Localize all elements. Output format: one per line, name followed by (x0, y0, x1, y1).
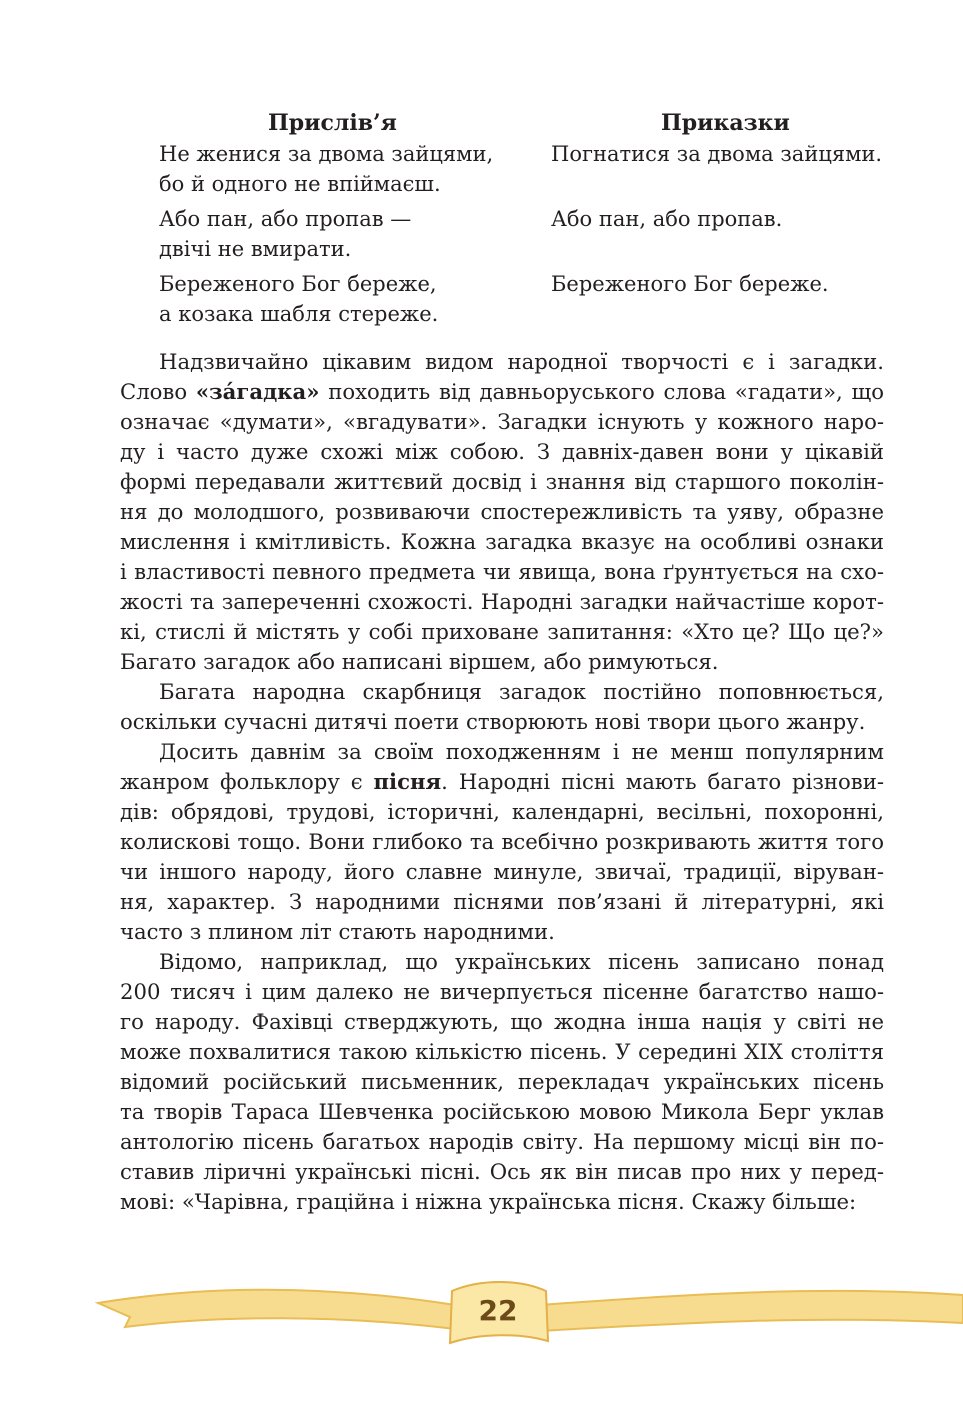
text-line: Багата народна скарбниця загадок постійно поповнюється, (159, 679, 884, 704)
text-line: і властивості певного предмета чи явища, вона ґрунтується на схо- (120, 559, 884, 584)
text-line (120, 377, 884, 407)
text-line: го народу. Фахівці стверджують, що жодна інша нація у світі не (120, 1009, 884, 1034)
text-line: ня до молодшого, розвиваючи спостережливість та уяву, образне (120, 499, 884, 524)
text-line: означає «думати», «вгадувати». Загадки існують у кожного наро- (120, 409, 884, 434)
sayings-heading: Приказки (661, 110, 790, 136)
text-line: часто з плином літ стають народними. (120, 919, 555, 944)
paragraph (120, 347, 884, 677)
text-line: ду і часто дуже схожі між собою. З давніх-давен вони у цікавій (120, 439, 884, 464)
text-line: дів: обрядові, трудові, історичні, календарні, весільні, похоронні, (120, 799, 884, 824)
text-line: Відомо, наприклад, що українських пісень записано понад (159, 949, 884, 974)
saying-2: Або пан, або пропав. (551, 207, 783, 231)
proverb-3-line-2: а козака шабля стереже. (159, 302, 439, 326)
text-line: Багато загадок або написані віршем, або римуються. (120, 649, 719, 674)
text-line: та творів Тараса Шевченка російською мовою Микола Берг уклав (120, 1099, 884, 1124)
text-line: Надзвичайно цікавим видом народної творчості є і загадки. (159, 349, 884, 374)
text-line (120, 767, 884, 797)
text-line: антологію пісень багатьох народів світу. На першому місці він по- (120, 1129, 884, 1154)
text-line: чи іншого народу, його славне минуле, звичаї, традиції, віруван- (120, 859, 884, 884)
text-run: . Народні пісні мають багато різнови- (441, 769, 885, 794)
text-run: жанром фольклору є (120, 769, 374, 794)
text-line: відомий російський письменник, перекладач українських пісень (120, 1069, 884, 1094)
proverbs-heading: Прислів’я (268, 110, 397, 136)
text-line: ня, характер. З народними піснями пов’язані й літературні, які (120, 889, 884, 914)
text-line: може похвалитися такою кількістю пісень. У середині XIX століття (120, 1039, 884, 1064)
text-line: кі, стислі й містять у собі приховане запитання: «Хто це? Що це?» (120, 619, 884, 644)
text-line: жості та запереченні схожості. Народні загадки найчастіше корот- (120, 589, 884, 614)
paragraph (120, 677, 884, 737)
proverb-2-line-2: двічі не вмирати. (159, 237, 352, 261)
bold-term: пісня (373, 769, 442, 794)
page-number: 22 (478, 1294, 518, 1327)
proverb-1-line-2: бо й одного не впіймаєш. (159, 172, 441, 196)
proverb-1-line-1: Не женися за двома зайцями, (159, 142, 494, 166)
text-line: оскільки сучасні дитячі поети створюють нові твори цього жанру. (120, 709, 866, 734)
text-line: мислення і кмітливість. Кожна загадка вказує на особливі ознаки (120, 529, 884, 554)
proverb-2-line-1: Або пан, або пропав — (159, 207, 412, 231)
bold-term: «зáгадка» (195, 379, 320, 404)
text-line: мові: «Чарівна, граційна і ніжна українська пісня. Скажу більше: (120, 1189, 857, 1214)
text-run: походить від давньоруського слова «гадати», що (319, 379, 884, 404)
text-line: ставив ліричні українські пісні. Ось як він писав про них у перед- (120, 1159, 884, 1184)
text-line: 200 тисяч і цим далеко не вичерпується пісенне багатство нашо- (120, 979, 884, 1004)
text-run: Слово (120, 379, 196, 404)
text-line: формі передавали життєвий досвід і знання від старшого поколін- (120, 469, 884, 494)
body-text (120, 347, 884, 1217)
paragraph (120, 947, 884, 1217)
saying-3: Береженого Бог береже. (551, 272, 829, 296)
text-line: Досить давнім за своїм походженням і не менш популярним (159, 739, 884, 764)
saying-1: Погнатися за двома зайцями. (551, 142, 883, 166)
proverb-3-line-1: Береженого Бог береже, (159, 272, 437, 296)
text-line: колискові тощо. Вони глибоко та всебічно розкривають життя того (120, 829, 884, 854)
paragraph (120, 737, 884, 947)
